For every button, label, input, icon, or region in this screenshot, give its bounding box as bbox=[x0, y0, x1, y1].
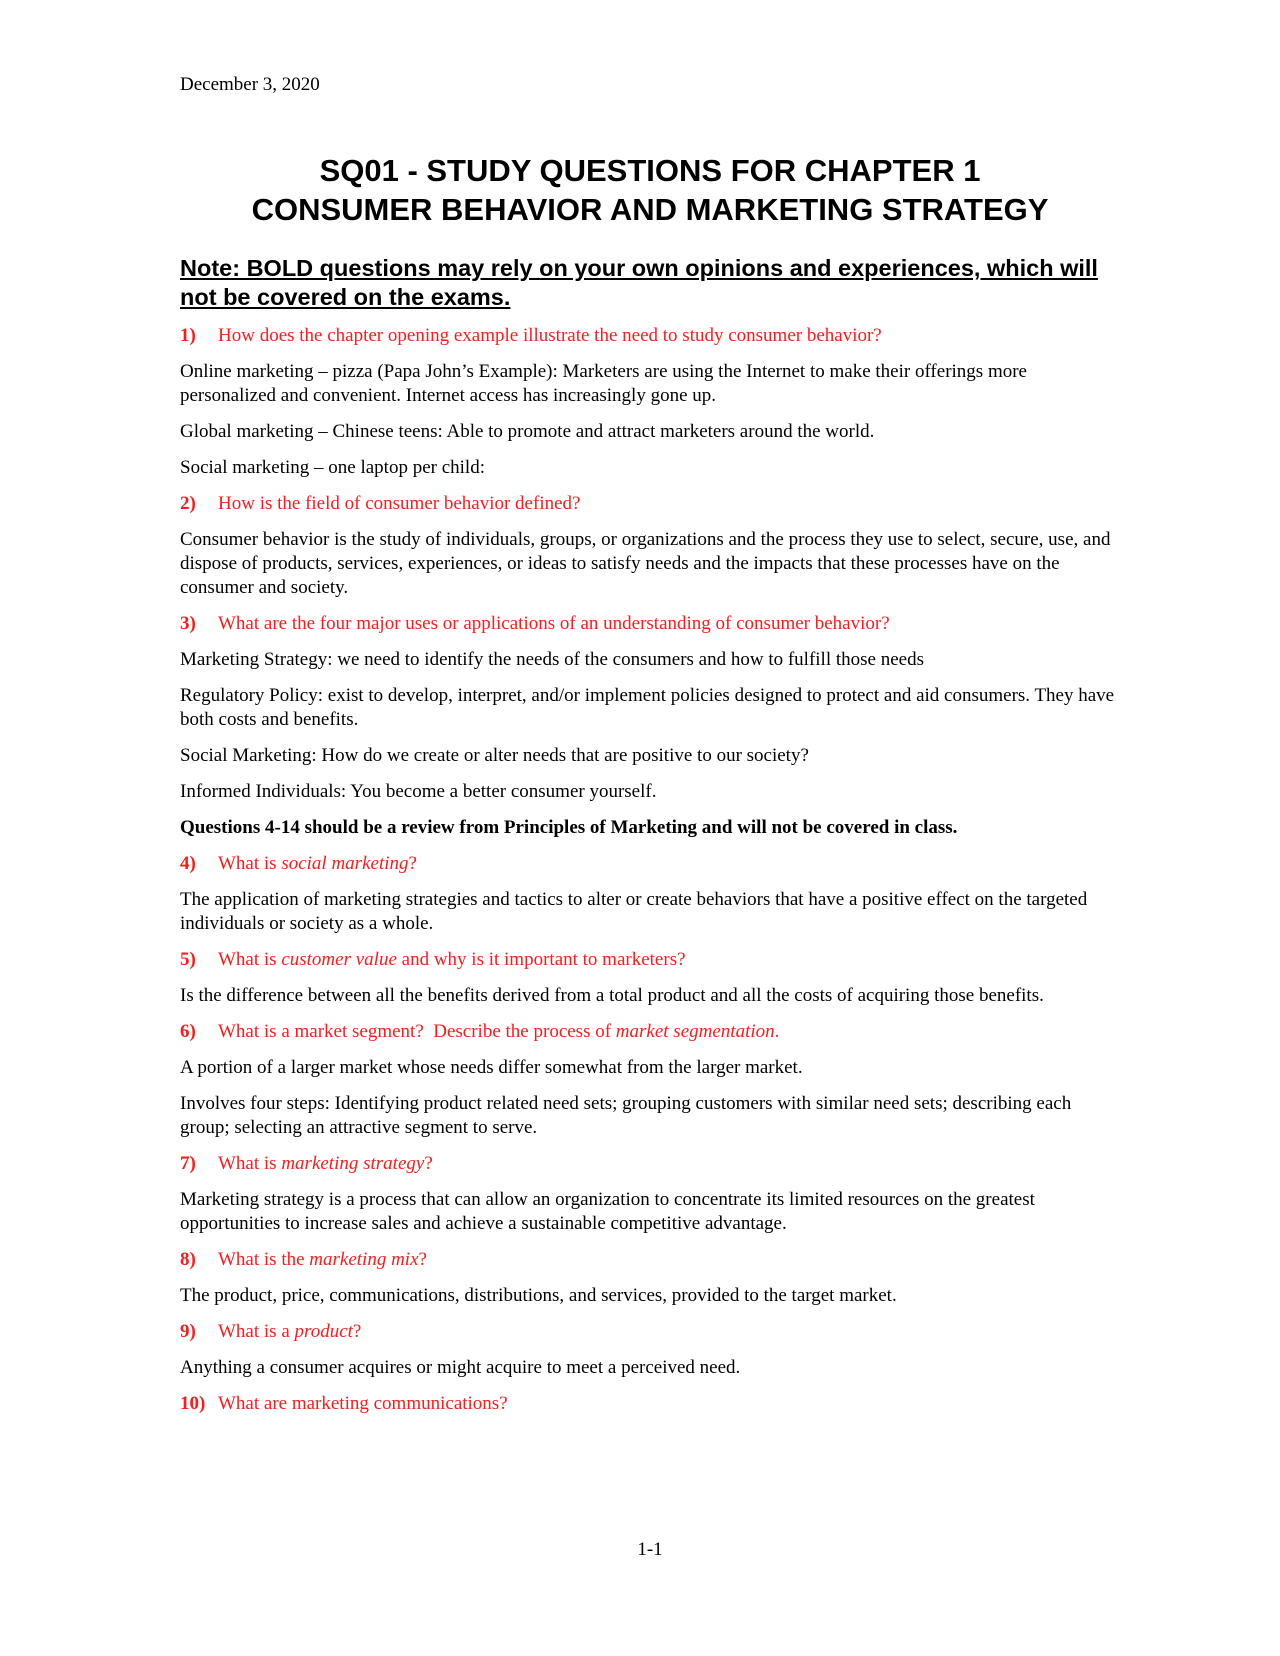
question-text-pre: What is bbox=[218, 949, 282, 970]
document-title bbox=[180, 151, 1120, 229]
question-8 bbox=[180, 1248, 1120, 1272]
answer-paragraph: The application of marketing strategies and tactics to alter or create behaviors that have a positive effect on the targeted individuals or society as a whole. bbox=[180, 889, 1088, 934]
question-number: 7) bbox=[180, 1153, 196, 1174]
answer-paragraph: Social marketing – one laptop per child: bbox=[180, 457, 485, 478]
question-text-post: ? bbox=[424, 1153, 433, 1174]
answer-paragraph: Informed Individuals: You become a better consumer yourself. bbox=[180, 781, 657, 802]
question-number: 10) bbox=[180, 1393, 206, 1414]
question-1 bbox=[180, 324, 1120, 348]
answer-paragraph: Global marketing – Chinese teens: Able to promote and attract marketers around the world. bbox=[180, 421, 875, 442]
answer-paragraph: Social Marketing: How do we create or alter needs that are positive to our society? bbox=[180, 745, 809, 766]
question-number: 1) bbox=[180, 325, 196, 346]
question-10 bbox=[180, 1392, 1120, 1416]
question-2 bbox=[180, 492, 1120, 516]
question-number: 2) bbox=[180, 493, 196, 514]
question-number: 6) bbox=[180, 1021, 196, 1042]
answer-paragraph: Regulatory Policy: exist to develop, interpret, and/or implement policies designed to protect and aid consumers. They have both costs and benefits. bbox=[180, 685, 1115, 730]
title-line-1: SQ01 - STUDY QUESTIONS FOR CHAPTER 1 bbox=[319, 153, 981, 188]
answer-paragraph: The product, price, communications, distributions, and services, provided to the target market. bbox=[180, 1285, 897, 1306]
question-text-pre: What is bbox=[218, 853, 282, 874]
answer-paragraph: A portion of a larger market whose needs differ somewhat from the larger market. bbox=[180, 1057, 803, 1078]
question-text: How is the field of consumer behavior defined? bbox=[218, 493, 581, 514]
question-number: 4) bbox=[180, 853, 196, 874]
question-text-post: ? bbox=[352, 1321, 362, 1342]
title-line-2: CONSUMER BEHAVIOR AND MARKETING STRATEGY bbox=[251, 192, 1049, 227]
question-6 bbox=[180, 1020, 1120, 1044]
question-term: social marketing bbox=[281, 853, 409, 874]
question-text: What are the four major uses or applications of an understanding of consumer behavior? bbox=[218, 613, 890, 634]
question-term: marketing strategy bbox=[281, 1153, 425, 1174]
answer-paragraph: Marketing strategy is a process that can allow an organization to concentrate its limited resources on the greatest opportunities to increase sales and achieve a sustainable competitive advantage. bbox=[180, 1189, 1035, 1234]
answer-paragraph: Is the difference between all the benefits derived from a total product and all the costs of acquiring those benefits. bbox=[180, 985, 1044, 1006]
question-text-pre: What is the bbox=[218, 1249, 310, 1270]
question-4 bbox=[180, 852, 1120, 876]
question-term: market segmentation bbox=[615, 1021, 775, 1042]
answer-paragraph: Marketing Strategy: we need to identify the needs of the consumers and how to fulfill those needs bbox=[180, 649, 924, 670]
document-page bbox=[180, 0, 1120, 1656]
answer-paragraph: Online marketing – pizza (Papa John’s Example): Marketers are using the Internet to make their offerings more personalized and convenient. Internet access has increasingly gone up. bbox=[180, 361, 1027, 406]
answer-paragraph: Consumer behavior is the study of individuals, groups, or organizations and the process they use to select, secure, use, and dispose of products, services, experiences, or ideas to satisfy needs and the impacts that these processes have on the consumer and society. bbox=[180, 529, 1111, 598]
answer-paragraph: Anything a consumer acquires or might acquire to meet a perceived need. bbox=[180, 1357, 741, 1378]
document-date: December 3, 2020 bbox=[180, 74, 320, 95]
question-7 bbox=[180, 1152, 1120, 1176]
question-number: 8) bbox=[180, 1249, 196, 1270]
document-body bbox=[180, 254, 1120, 1428]
question-term: product bbox=[294, 1321, 353, 1342]
question-text: How does the chapter opening example illustrate the need to study consumer behavior? bbox=[218, 325, 882, 346]
question-number: 5) bbox=[180, 949, 196, 970]
answer-paragraph: Involves four steps: Identifying product related need sets; grouping customers with similar need sets; describing each group; selecting an attractive segment to serve. bbox=[180, 1093, 1072, 1138]
question-text-pre: What is a bbox=[218, 1321, 295, 1342]
question-5 bbox=[180, 948, 1120, 972]
question-text: What are marketing communications? bbox=[218, 1393, 508, 1414]
review-note: Questions 4-14 should be a review from Principles of Marketing and will not be covered in class. bbox=[180, 817, 958, 838]
question-term: customer value bbox=[281, 949, 397, 970]
question-number: 3) bbox=[180, 613, 196, 634]
question-text-pre: What is bbox=[218, 1153, 282, 1174]
question-term: marketing mix bbox=[309, 1249, 419, 1270]
question-text-post: and why is it important to marketers? bbox=[396, 949, 686, 970]
question-text-post: ? bbox=[418, 1249, 427, 1270]
question-3 bbox=[180, 612, 1120, 636]
question-text-pre: What is a market segment? Describe the process of bbox=[218, 1021, 616, 1042]
page-number: 1-1 bbox=[637, 1539, 663, 1560]
question-text-post: ? bbox=[408, 853, 417, 874]
note-heading: Note: BOLD questions may rely on your own opinions and experiences, which will not be covered on the exams. bbox=[180, 255, 1098, 310]
question-text-post: . bbox=[774, 1021, 780, 1042]
question-number: 9) bbox=[180, 1321, 196, 1342]
question-9 bbox=[180, 1320, 1120, 1344]
